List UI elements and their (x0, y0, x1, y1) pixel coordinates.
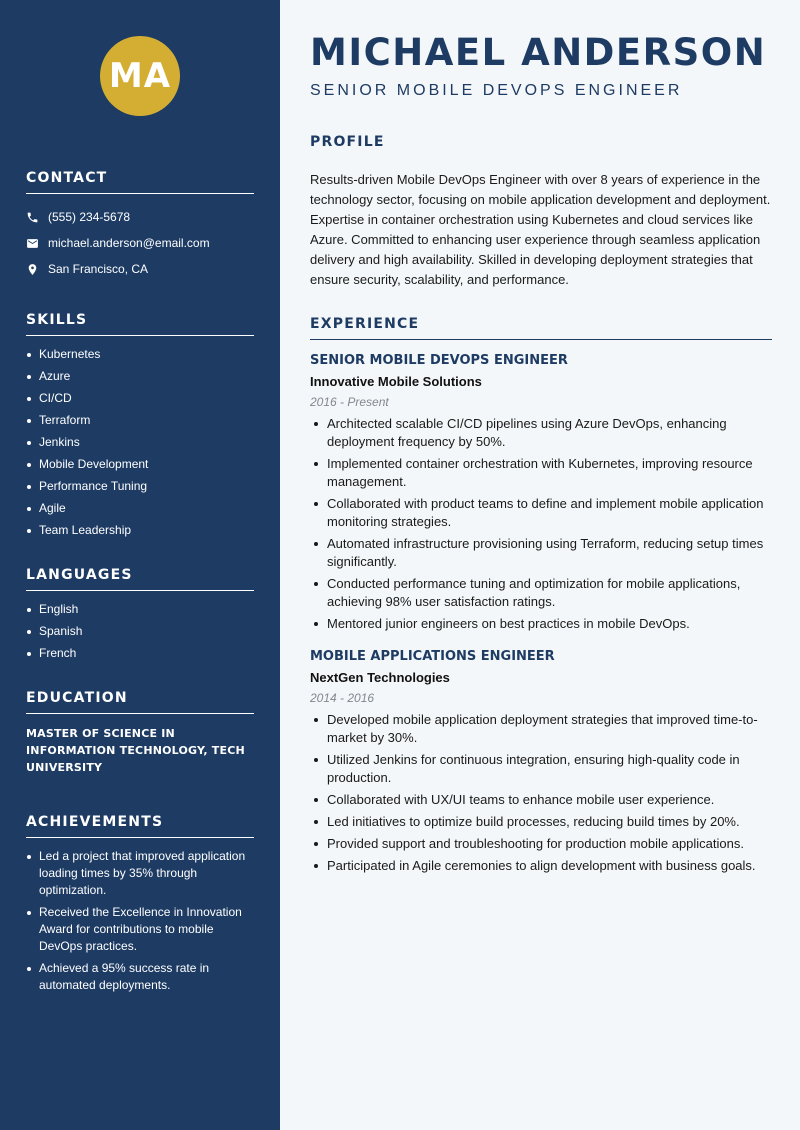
language-item: English (26, 601, 254, 618)
job-bullet: Collaborated with product teams to define and implement mobile application monitoring strategies. (310, 495, 772, 531)
contact-location (26, 256, 254, 282)
candidate-title: SENIOR MOBILE DEVOPS ENGINEER (310, 82, 683, 99)
skill-item: Mobile Development (26, 456, 254, 473)
skills-list (26, 346, 254, 539)
job-entry (310, 649, 772, 875)
contact-section (26, 170, 254, 282)
skill-item: CI/CD (26, 390, 254, 407)
languages-list (26, 601, 254, 662)
skill-item: Azure (26, 368, 254, 385)
education-section (26, 690, 254, 776)
profile-heading: PROFILE (310, 134, 385, 150)
contact-email (26, 230, 254, 256)
job-role: SENIOR MOBILE DEVOPS ENGINEER (310, 353, 568, 368)
job-bullet: Provided support and troubleshooting for production mobile applications. (310, 835, 772, 853)
skill-item: Team Leadership (26, 522, 254, 539)
experience-heading: EXPERIENCE (310, 316, 772, 340)
language-item: Spanish (26, 623, 254, 640)
skills-section (26, 312, 254, 539)
skill-item: Kubernetes (26, 346, 254, 363)
achievement-item: Achieved a 95% success rate in automated deployments. (26, 960, 254, 994)
skill-item: Performance Tuning (26, 478, 254, 495)
job-bullet: Participated in Agile ceremonies to align development with business goals. (310, 857, 772, 875)
job-bullet: Developed mobile application deployment strategies that improved time-to-market by 30%. (310, 711, 772, 747)
job-bullet: Mentored junior engineers on best practices in mobile DevOps. (310, 615, 772, 633)
job-bullet: Conducted performance tuning and optimization for mobile applications, achieving 98% user satisfaction ratings. (310, 575, 772, 611)
job-entry (310, 353, 772, 633)
achievement-item: Led a project that improved application loading times by 35% through optimization. (26, 848, 254, 899)
job-company: Innovative Mobile Solutions (310, 374, 482, 389)
location-text: San Francisco, CA (48, 262, 149, 276)
contact-heading: CONTACT (26, 170, 254, 194)
contact-phone (26, 204, 254, 230)
job-bullet: Collaborated with UX/UI teams to enhance mobile user experience. (310, 791, 772, 809)
achievement-item: Received the Excellence in Innovation Award for contributions to mobile DevOps practices. (26, 904, 254, 955)
phone-icon (26, 211, 48, 224)
email-icon (26, 237, 48, 250)
job-company: NextGen Technologies (310, 670, 450, 685)
job-bullets (310, 415, 772, 633)
languages-heading: LANGUAGES (26, 567, 254, 591)
job-bullet: Implemented container orchestration with Kubernetes, improving resource management. (310, 455, 772, 491)
job-bullet: Led initiatives to optimize build processes, reducing build times by 20%. (310, 813, 772, 831)
languages-section (26, 567, 254, 662)
job-dates: 2016 - Present (310, 395, 389, 409)
phone-text: (555) 234-5678 (48, 210, 131, 224)
job-bullet: Architected scalable CI/CD pipelines using Azure DevOps, enhancing deployment frequency by 50%. (310, 415, 772, 451)
job-bullet: Automated infrastructure provisioning using Terraform, reducing setup times significantly. (310, 535, 772, 571)
achievements-list (26, 848, 254, 994)
skill-item: Agile (26, 500, 254, 517)
skill-item: Jenkins (26, 434, 254, 451)
job-role: MOBILE APPLICATIONS ENGINEER (310, 649, 555, 664)
main-content (310, 30, 772, 879)
achievements-section (26, 814, 254, 994)
job-bullet: Utilized Jenkins for continuous integration, ensuring high-quality code in production. (310, 751, 772, 787)
education-heading: EDUCATION (26, 690, 254, 714)
language-item: French (26, 645, 254, 662)
location-pin-icon (26, 263, 48, 276)
profile-text: Results-driven Mobile DevOps Engineer with over 8 years of experience in the technology sector, focusing on mobile application development and deployment. Expertise in container orchestration using Kubernetes and cloud services like Azure. Committed to enhancing user experience through seamless application delivery and high availability. Skilled in developing deployment strategies that ensure security, scalability, and performance. (310, 172, 771, 287)
sidebar (0, 0, 280, 1130)
job-dates: 2014 - 2016 (310, 691, 375, 705)
profile-section (310, 134, 772, 290)
education-degree: MASTER OF SCIENCE IN INFORMATION TECHNOLOGY, TECH UNIVERSITY (26, 727, 245, 774)
skills-heading: SKILLS (26, 312, 254, 336)
experience-section (310, 316, 772, 875)
skill-item: Terraform (26, 412, 254, 429)
avatar: MA (100, 36, 180, 116)
achievements-heading: ACHIEVEMENTS (26, 814, 254, 838)
candidate-name: MICHAEL ANDERSON (310, 31, 767, 74)
job-bullets (310, 711, 772, 875)
email-text: michael.anderson@email.com (48, 236, 210, 250)
